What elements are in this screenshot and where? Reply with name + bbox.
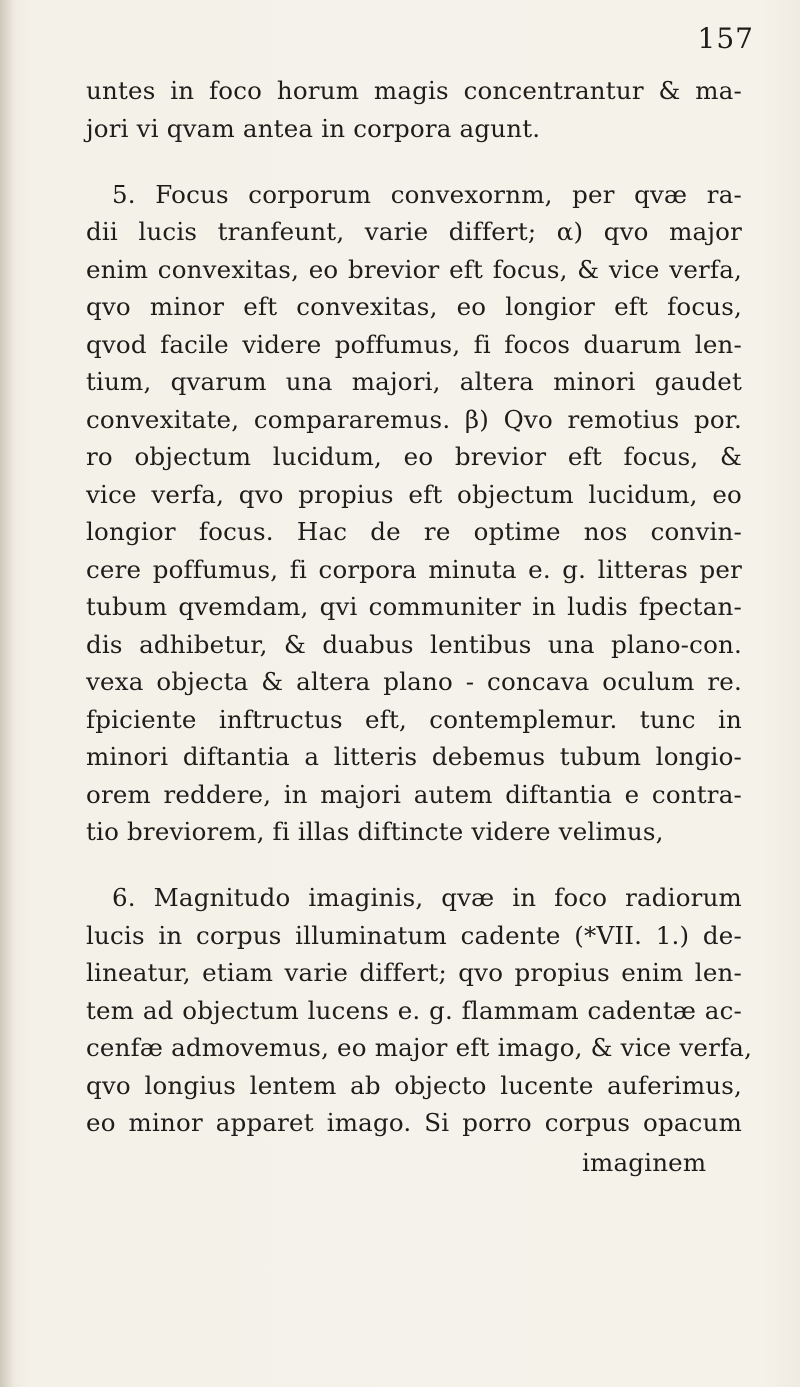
text-line: vexa objecta & altera plano - concava oculum re. xyxy=(86,667,742,696)
paragraph-5-start: 5. Focus corporum convexornm, per qvæ ra- xyxy=(112,180,742,209)
text-line: fpiciente inftructus eft, contemplemur. tunc in xyxy=(86,705,742,734)
text-line: tem ad objectum lucens e. g. flammam cadentæ ac- xyxy=(86,996,742,1025)
catchword: imaginem xyxy=(582,1148,707,1177)
text-line: convexitate, compararemus. β) Qvo remotius por. xyxy=(86,405,742,434)
text-line: eo minor apparet imago. Si porro corpus opacum xyxy=(86,1108,742,1137)
text-line: qvod facile videre poffumus, fi focos duarum len- xyxy=(86,330,742,359)
text-line: untes in foco horum magis concentrantur & ma- xyxy=(86,76,742,105)
text-line: ro objectum lucidum, eo brevior eft focus, & xyxy=(86,442,742,471)
text-line: cenfæ admovemus, eo major eft imago, & vice verfa, xyxy=(86,1033,753,1062)
text-line: jori vi qvam antea in corpora agunt. xyxy=(86,114,541,143)
text-line: qvo longius lentem ab objecto lucente auferimus, xyxy=(86,1071,742,1100)
paragraph-6-start: 6. Magnitudo imaginis, qvæ in foco radiorum xyxy=(112,883,742,912)
text-line: tio breviorem, fi illas diftincte videre velimus, xyxy=(86,817,664,846)
text-line: dis adhibetur, & duabus lentibus una plano-con. xyxy=(86,630,742,659)
gutter-shadow xyxy=(0,0,14,1387)
page-number: 157 xyxy=(697,22,754,55)
text-line: enim convexitas, eo brevior eft focus, & vice verfa, xyxy=(86,255,742,284)
text-line: cere poffumus, fi corpora minuta e. g. litteras per xyxy=(86,555,742,584)
text-line: minori diftantia a litteris debemus tubum longio- xyxy=(86,742,742,771)
text-line: longior focus. Hac de re optime nos convin- xyxy=(86,517,742,546)
text-line: tium, qvarum una majori, altera minori gaudet xyxy=(86,367,742,396)
text-line: tubum qvemdam, qvi communiter in ludis fpectan- xyxy=(86,592,742,621)
text-line: lucis in corpus illuminatum cadente (*VII. 1.) de- xyxy=(86,921,742,950)
text-line: vice verfa, qvo propius eft objectum lucidum, eo xyxy=(86,480,742,509)
text-line: orem reddere, in majori autem diftantia e contra- xyxy=(86,780,742,809)
text-line: lineatur, etiam varie differt; qvo propius enim len- xyxy=(86,958,742,987)
text-line: qvo minor eft convexitas, eo longior eft focus, xyxy=(86,292,742,321)
text-line: dii lucis tranfeunt, varie differt; α) qvo major xyxy=(86,217,742,246)
